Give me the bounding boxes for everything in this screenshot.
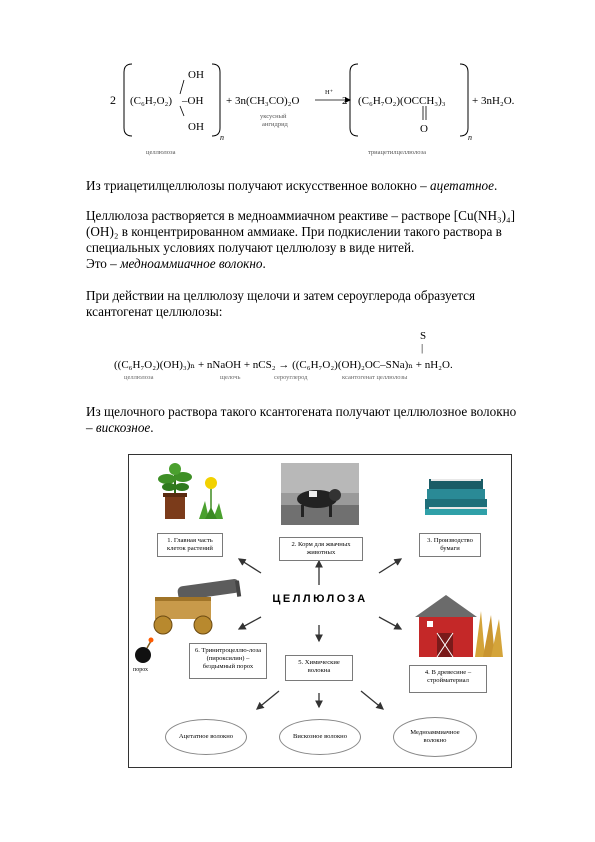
term-copper-ammonia: медноаммиачное волокно (120, 256, 263, 271)
eq2-label-alkali: щелочь (220, 374, 241, 381)
fibre-oval-acetate: Ацетатное волокно (165, 719, 247, 755)
plant-icon (158, 463, 192, 519)
p4-dash: – (86, 420, 96, 435)
eq2-label-cellulose: целлюлоза (124, 374, 154, 381)
eq1-catalyst: H⁺ (325, 89, 334, 96)
books-icon (425, 479, 487, 515)
p2-line2: (OH)₂ в концентрированном аммиаке. При подкислении такого раствора в (86, 224, 502, 239)
paragraph-viscose (86, 404, 526, 436)
fibre-oval-viscose: Вискозное волокно (279, 719, 361, 755)
eq1-product: (C₆H₇O₂)(OCCH₃)₃ (358, 95, 446, 107)
p2-line4 (86, 256, 526, 272)
eq1-oh-bot: OH (188, 121, 204, 133)
dandelion-icon (199, 477, 223, 519)
paragraph-xanthate (86, 288, 526, 320)
cow-photo (281, 463, 359, 525)
equation-xanthate (114, 330, 534, 388)
use-box-construction: 4. В древесине – стройматериал (409, 665, 487, 693)
eq1-coef-left: 2 (110, 93, 116, 107)
equation-acetylation-svg (100, 58, 530, 158)
period: . (262, 256, 266, 271)
equation-acetylation (100, 58, 530, 158)
period: . (493, 178, 498, 193)
use-box-plant-cells: 1. Главная часть клеток растений (157, 533, 223, 557)
eq1-water: + 3nH₂O. (472, 95, 515, 107)
eq1-unit: (C₆H₇O₂) (130, 95, 173, 107)
eq1-n-left: n (220, 133, 224, 142)
eq2-bond: | (421, 342, 424, 354)
eq1-coef-right: 2 (342, 95, 348, 107)
diagram-center-label: ЦЕЛЛЮЛОЗА (272, 593, 368, 605)
cannon-icon (154, 578, 241, 634)
gunpowder-label: порох (133, 667, 149, 673)
eq1-reagent-label-1: уксусный (260, 113, 287, 120)
use-box-paper: 3. Производство бумаги (419, 533, 481, 557)
p2-line3: специальных условиях получают целлюлозу в виде нитей. (86, 240, 415, 255)
period: . (150, 420, 154, 435)
eq1-oh-mid: –OH (182, 95, 204, 107)
eq1-n-right: n (468, 133, 472, 142)
eq2-formula: ((C₆H₇O₂)(OH)₃)ₙ + nNaOH + nCS₂ → ((C₆H₇O₂)(OH)₂OC–SNa)ₙ + nH₂O. (114, 359, 453, 371)
p2-line1: Целлюлоза растворяется в медноаммиачном реактиве – растворе [Cu(NH₃)₄] (86, 208, 515, 223)
eq1-reagent: + 3n(CH₃CO)₂O (226, 95, 300, 107)
paragraph-acetate-text: Из триацетилцеллюлозы получают искусственное волокно – (86, 178, 430, 193)
barn-icon (415, 595, 503, 657)
paragraph-copper-ammonia (86, 208, 526, 272)
cellulose-uses-diagram (128, 454, 512, 768)
p4-line1: Из щелочного раствора такого ксантогената получают целлюлозное волокно (86, 404, 517, 419)
eq1-reagent-label-2: ангидрид (262, 121, 288, 128)
eq1-label-cellulose: целлюлоза (146, 149, 176, 156)
use-box-pyroxylin: 6. Тринитроцеллю-лоза (пироксилин) – бездымный порох (189, 643, 267, 679)
eq1-product-o: O (420, 123, 428, 135)
fibre-oval-copper-ammonia: Медноаммиачное волокно (393, 717, 477, 757)
use-box-animal-feed: 2. Корм для жвачных животных (279, 537, 363, 561)
p4-line2 (86, 420, 526, 436)
gunpowder-bomb-icon (135, 638, 154, 664)
term-acetate: ацетатное (429, 178, 494, 193)
eq2-label-cs2: сероуглерод (274, 374, 308, 381)
eq1-oh-top: OH (188, 69, 204, 81)
eq2-sulfur: S (420, 330, 427, 342)
eq1-label-triacetyl: триацетилцеллюлоза (368, 149, 426, 156)
term-viscose: вискозное (95, 420, 151, 435)
use-box-chemical-fibres: 5. Химические волокна (285, 655, 353, 681)
p3-line2: ксантогенат целлюлозы: (86, 304, 223, 319)
p3-line1: При действии на целлюлозу щелочи и затем сероуглерода образуется (86, 288, 476, 303)
paragraph-acetate (86, 178, 526, 194)
eq2-label-xanthate: ксантогенат целлюлозы (342, 374, 408, 381)
p2-line4-start: Это – (86, 256, 121, 271)
